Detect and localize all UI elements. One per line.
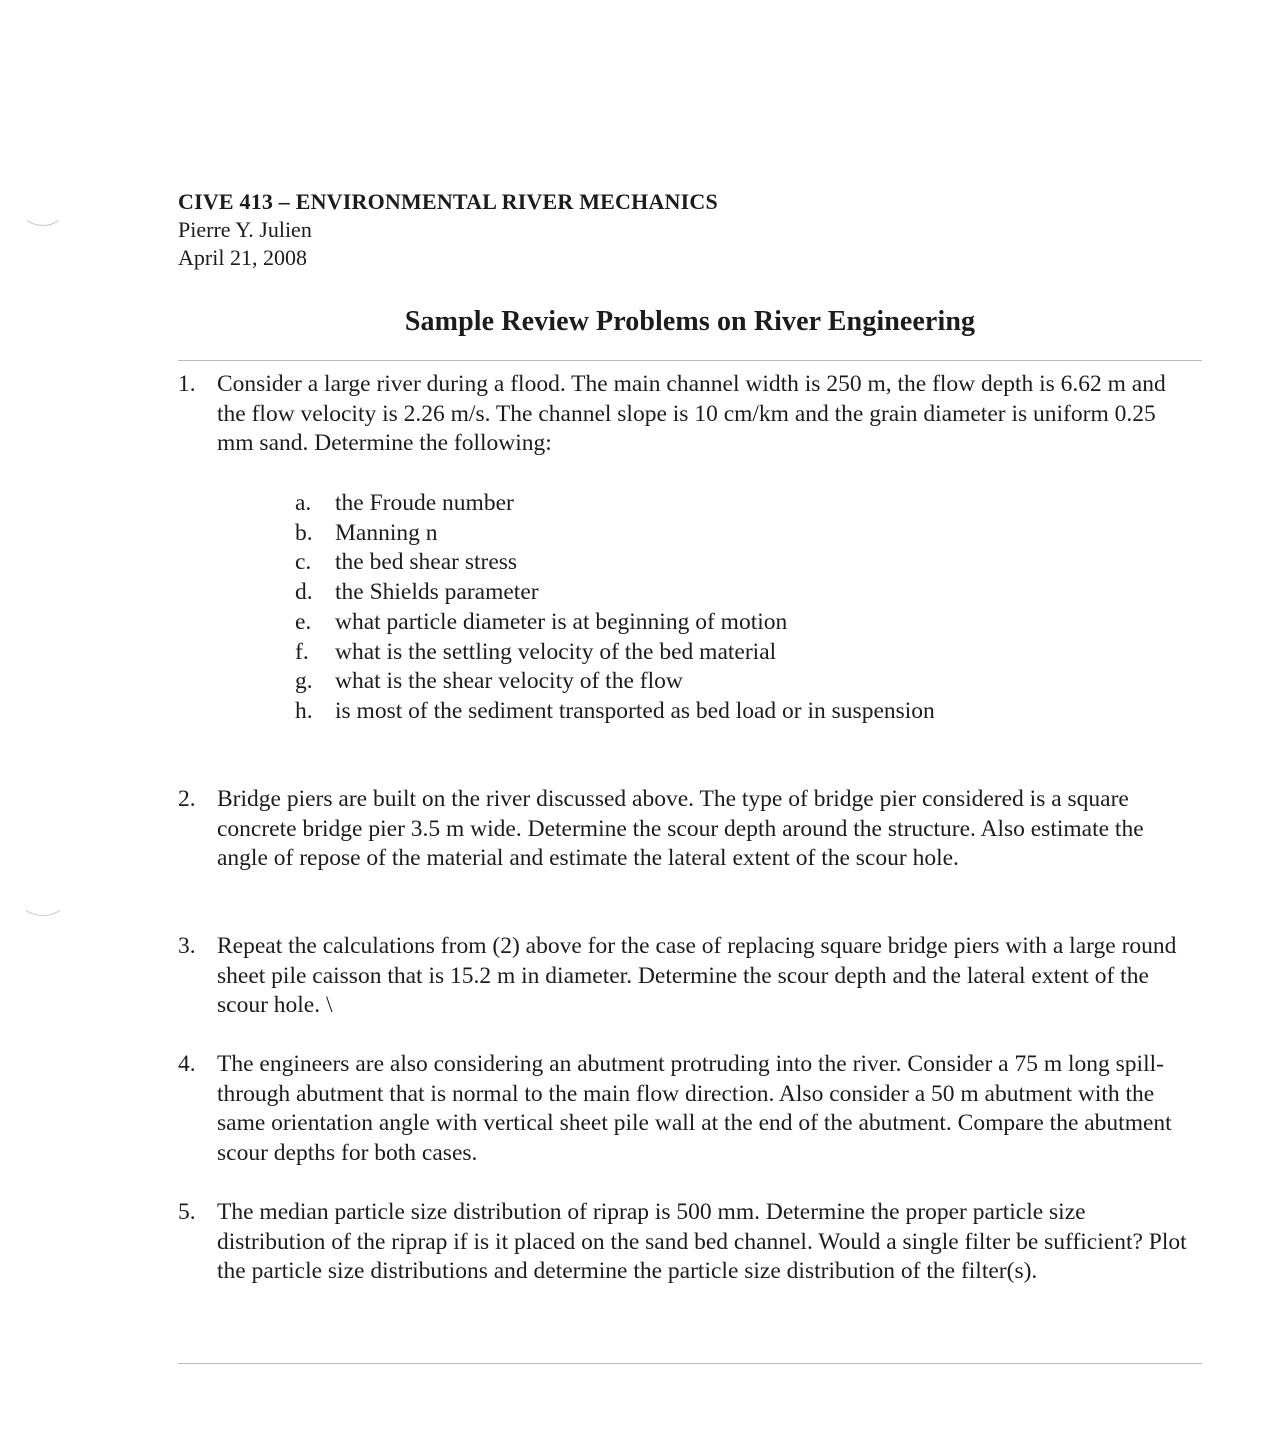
- item-letter: d.: [295, 579, 313, 606]
- list-item: [295, 638, 935, 668]
- document-header: [178, 188, 718, 272]
- item-letter: b.: [295, 519, 313, 546]
- item-text: the Shields parameter: [335, 579, 539, 606]
- problem-5: [178, 1198, 1198, 1287]
- problem-1: [178, 370, 1198, 459]
- list-item: [295, 489, 935, 519]
- item-text: what is the shear velocity of the flow: [335, 668, 683, 695]
- item-text: Manning n: [335, 519, 438, 546]
- author-name: Pierre Y. Julien: [178, 217, 312, 242]
- item-text: the Froude number: [335, 490, 514, 516]
- document-date: April 21, 2008: [178, 245, 307, 270]
- item-letter: f.: [295, 638, 309, 665]
- item-letter: h.: [295, 697, 313, 724]
- item-text: what particle diameter is at beginning of motion: [335, 608, 788, 635]
- problem-4: [178, 1050, 1198, 1168]
- problem-1-subitems: [295, 489, 935, 727]
- list-item: [295, 667, 935, 697]
- scan-artifact-bottom: [20, 884, 66, 916]
- list-item: [295, 578, 935, 608]
- item-letter: a.: [295, 490, 312, 516]
- item-letter: g.: [295, 668, 313, 695]
- problem-2: [178, 785, 1198, 874]
- problem-text: Repeat the calculations from (2) above for the case of replacing square bridge piers with a large round sheet pile caisson that is 15.2 m in diameter. Determine the scour depth and the lateral extent of the scour hole. \: [217, 933, 1177, 1018]
- list-item: [295, 697, 935, 727]
- problem-3: [178, 932, 1198, 1021]
- list-item: [295, 519, 935, 549]
- item-letter: e.: [295, 608, 312, 635]
- list-item: [295, 548, 935, 578]
- page-title: Sample Review Problems on River Engineering: [404, 306, 976, 337]
- item-text: what is the settling velocity of the bed material: [335, 638, 777, 665]
- problem-text: Bridge piers are built on the river discussed above. The type of bridge pier considered is a square concrete bridge pier 3.5 m wide. Determine the scour depth around the structure. Also estimate the angle of repose of the material and estimate the lateral extent of the scour hole.: [217, 786, 1144, 871]
- problem-number: 1.: [178, 371, 196, 397]
- problem-number: 5.: [178, 1199, 196, 1225]
- problem-number: 2.: [178, 786, 196, 812]
- item-text: is most of the sediment transported as bed load or in suspension: [335, 697, 935, 724]
- scan-artifact-top: [22, 196, 64, 226]
- problem-text: The median particle size distribution of riprap is 500 mm. Determine the proper particle size distribution of the riprap if is it placed on the sand bed channel. Would a single filter be sufficient? Plot the particle size distributions and determine the particle size distribution of the filter(s).: [217, 1199, 1187, 1284]
- problem-text: Consider a large river during a flood. The main channel width is 250 m, the flow depth is 6.62 m and the flow velocity is 2.26 m/s. The channel slope is 10 cm/km and the grain diameter is uniform 0.25 mm sand. Determine the following:: [217, 371, 1166, 456]
- problem-text: The engineers are also considering an abutment protruding into the river. Consider a 75 m long spill-through abutment that is normal to the main flow direction. Also consider a 50 m abutment with the same orientation angle with vertical sheet pile wall at the end of the abutment. Compare the abutment scour depths for both cases.: [217, 1051, 1172, 1166]
- item-letter: c.: [295, 549, 312, 576]
- top-divider: [178, 360, 1202, 361]
- list-item: [295, 608, 935, 638]
- problem-number: 3.: [178, 933, 196, 959]
- course-title: CIVE 413 – ENVIRONMENTAL RIVER MECHANICS: [178, 189, 718, 214]
- bottom-divider: [178, 1363, 1202, 1364]
- item-text: the bed shear stress: [335, 549, 518, 576]
- problem-number: 4.: [178, 1051, 196, 1077]
